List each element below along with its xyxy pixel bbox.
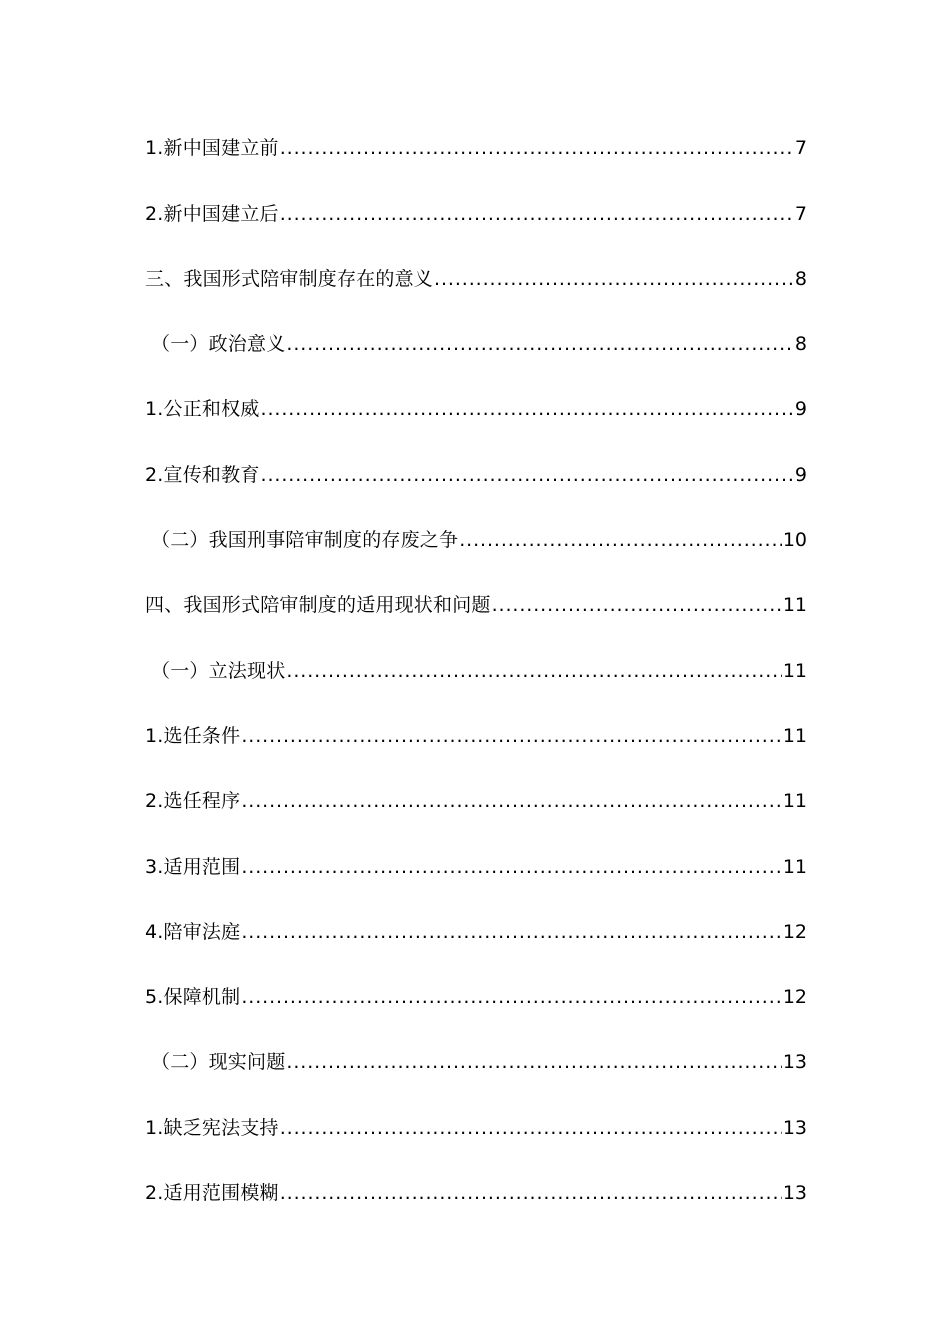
toc-entry-title: 3.适用范围 bbox=[145, 855, 241, 878]
toc-entry[interactable] bbox=[145, 841, 807, 906]
toc-entry-title: （一）立法现状 bbox=[151, 659, 286, 682]
toc-entry[interactable] bbox=[145, 1037, 807, 1102]
toc-entry-title: 5.保障机制 bbox=[145, 986, 241, 1009]
toc-dot-leader bbox=[280, 1119, 782, 1138]
toc-page-number: 8 bbox=[794, 267, 807, 290]
toc-page-number: 11 bbox=[782, 659, 807, 682]
toc-dot-leader bbox=[492, 596, 782, 615]
toc-dot-leader bbox=[280, 205, 794, 224]
toc-entry-title: 2.新中国建立后 bbox=[145, 202, 279, 225]
toc-entry-title: 2.适用范围模糊 bbox=[145, 1182, 279, 1205]
toc-entry[interactable] bbox=[145, 645, 807, 710]
toc-entry-title: （一）政治意义 bbox=[151, 333, 286, 356]
toc-page-number: 11 bbox=[782, 855, 807, 878]
toc-dot-leader bbox=[286, 662, 781, 681]
toc-entry-title: （二）我国刑事陪审制度的存废之争 bbox=[151, 529, 459, 552]
toc-page-number: 13 bbox=[782, 1116, 807, 1139]
toc-entry[interactable] bbox=[145, 188, 807, 253]
toc-page-number: 13 bbox=[782, 1051, 807, 1074]
toc-dot-leader bbox=[280, 1184, 782, 1203]
toc-entry-title: 1.新中国建立前 bbox=[145, 137, 279, 160]
toc-entry[interactable] bbox=[145, 123, 807, 188]
toc-dot-leader bbox=[286, 335, 794, 354]
toc-page-number: 10 bbox=[782, 529, 807, 552]
toc-page-number: 13 bbox=[782, 1182, 807, 1205]
toc-entry[interactable] bbox=[145, 711, 807, 776]
toc-dot-leader bbox=[241, 988, 781, 1007]
toc-entry[interactable] bbox=[145, 449, 807, 514]
toc-page-number: 8 bbox=[794, 333, 807, 356]
toc-dot-leader bbox=[241, 792, 781, 811]
toc-page-number: 9 bbox=[794, 463, 807, 486]
toc-page-number: 12 bbox=[782, 920, 807, 943]
toc-dot-leader bbox=[459, 531, 782, 550]
toc-entry[interactable] bbox=[145, 515, 807, 580]
toc-page-number: 7 bbox=[794, 137, 807, 160]
toc-page-number: 11 bbox=[782, 724, 807, 747]
toc-dot-leader bbox=[280, 139, 794, 158]
toc-dot-leader bbox=[434, 270, 794, 289]
toc-entry-title: 三、我国形式陪审制度存在的意义 bbox=[145, 267, 434, 290]
toc-entry[interactable] bbox=[145, 319, 807, 384]
toc-page-number: 7 bbox=[794, 202, 807, 225]
toc-entry[interactable] bbox=[145, 1168, 807, 1233]
toc-entry-title: 1.选任条件 bbox=[145, 724, 241, 747]
toc-entry-title: （二）现实问题 bbox=[151, 1051, 286, 1074]
toc-entry[interactable] bbox=[145, 776, 807, 841]
toc-dot-leader bbox=[286, 1053, 781, 1072]
toc-entry-title: 2.宣传和教育 bbox=[145, 463, 260, 486]
toc-dot-leader bbox=[261, 466, 794, 485]
toc-entry-title: 1.公正和权威 bbox=[145, 398, 260, 421]
toc-entry[interactable] bbox=[145, 580, 807, 645]
toc-dot-leader bbox=[261, 400, 794, 419]
toc-page-number: 9 bbox=[794, 398, 807, 421]
toc-page-number: 12 bbox=[782, 986, 807, 1009]
toc-entry-title: 4.陪审法庭 bbox=[145, 920, 241, 943]
table-of-contents bbox=[145, 123, 807, 1233]
toc-entry-title: 1.缺乏宪法支持 bbox=[145, 1116, 279, 1139]
toc-entry-title: 2.选任程序 bbox=[145, 790, 241, 813]
toc-entry[interactable] bbox=[145, 907, 807, 972]
toc-entry[interactable] bbox=[145, 384, 807, 449]
toc-dot-leader bbox=[241, 923, 781, 942]
toc-entry[interactable] bbox=[145, 1102, 807, 1167]
toc-entry-title: 四、我国形式陪审制度的适用现状和问题 bbox=[145, 594, 491, 617]
toc-page-number: 11 bbox=[782, 594, 807, 617]
toc-page-number: 11 bbox=[782, 790, 807, 813]
toc-entry[interactable] bbox=[145, 254, 807, 319]
toc-entry[interactable] bbox=[145, 972, 807, 1037]
toc-dot-leader bbox=[241, 727, 781, 746]
toc-dot-leader bbox=[241, 858, 781, 877]
